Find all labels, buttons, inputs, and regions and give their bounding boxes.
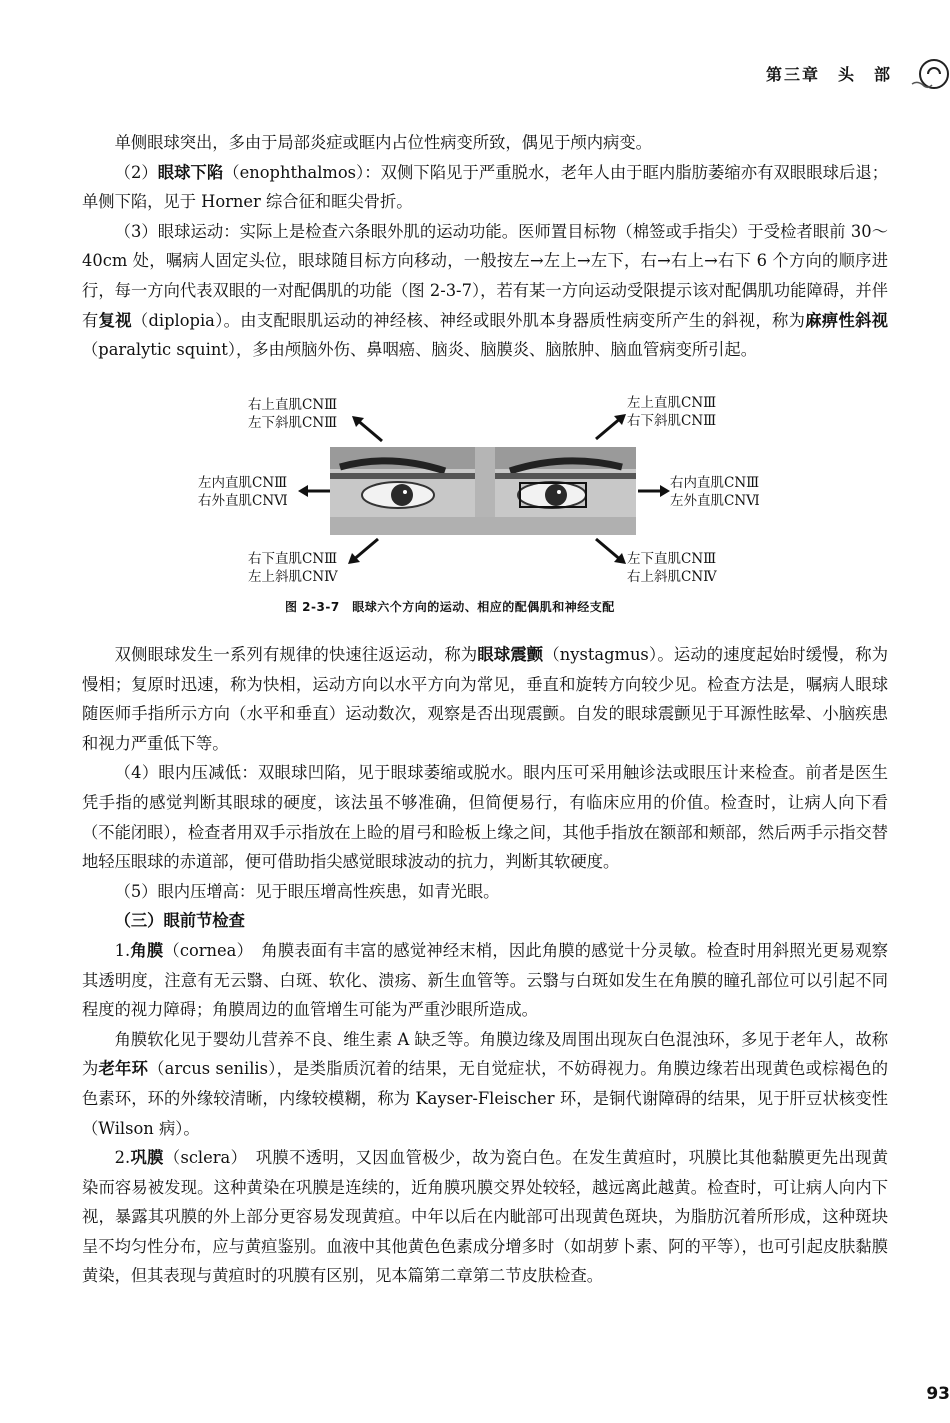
text-block-bottom: [82, 640, 888, 1291]
section-heading: （三）眼前节检查: [114, 911, 245, 931]
label-bottom-right: 左下直肌CNⅢ 右上斜肌CNⅣ: [627, 551, 717, 585]
paragraph-eye-movement: （3）眼球运动：实际上是检查六条眼外肌的运动功能。医师置目标物（棉签或手指尖）于受检者眼前 30～40cm 处，嘱病人固定头位，眼球随目标方向移动，一般按左→左上→左下，右→右上→右下 6 个方向的顺序进行，每一方向代表双眼的一对配偶肌的功能（图 2-3-7），若有某一方向运动受限提示该对配偶肌功能障碍，并伴有复视（diplopia）。由支配眼肌运动的神经核、神经或眼外肌本身器质性病变所产生的斜视，称为麻痹性斜视（paralytic squint），多由颅脑外伤、鼻咽癌、脑炎、脑膜炎、脑脓肿、脑血管病变所引起。: [82, 221, 888, 360]
chapter-header: 第三章 头 部: [765, 65, 892, 84]
chapter-logo-icon: [910, 54, 950, 94]
arrow-left-icon: [298, 484, 332, 498]
label-top-right: 左上直肌CNⅢ 右下斜肌CNⅢ: [627, 395, 717, 429]
eye-movement-figure: [190, 390, 780, 620]
paragraph-iop-high: （5）眼内压增高：见于眼压增高性疾患，如青光眼。: [114, 881, 500, 901]
arrow-down-left-icon: [346, 536, 382, 566]
eyes-photo: [330, 447, 636, 535]
arrow-down-right-icon: [592, 536, 628, 566]
label-top-left: 右上直肌CNⅢ 左下斜肌CNⅢ: [248, 397, 338, 431]
paragraph-enophthalmos: （2）眼球下陷（enophthalmos）：双侧下陷见于严重脱水，老年人由于眶内脂肪萎缩亦有双眼眼球后退；单侧下陷，见于 Horner 综合征和眶尖骨折。: [82, 162, 888, 212]
figure-caption: 图 2-3-7 眼球六个方向的运动、相应的配偶肌和神经支配: [285, 600, 615, 614]
label-mid-left: 左内直肌CNⅢ 右外直肌CNⅥ: [198, 475, 288, 509]
page-number: 93: [926, 1384, 950, 1404]
paragraph-sclera: 2.巩膜（sclera） 巩膜不透明，又因血管极少，故为瓷白色。在发生黄疸时，巩膜比其他黏膜更先出现黄染而容易被发现。这种黄染在巩膜是连续的，近角膜巩膜交界处较轻，越远离此越黄。检查时，可让病人向内下视，暴露其巩膜的外上部分更容易发现黄疸。中年以后在内眦部可出现黄色斑块，为脂肪沉着所形成，这种斑块呈不均匀性分布，应与黄疸鉴别。血液中其他黄色色素成分增多时（如胡萝卜素、阿的平等），也可引起皮肤黏膜黄染，但其表现与黄疸时的巩膜有区别，见本篇第二章第二节皮肤检查。: [82, 1148, 888, 1286]
arrow-right-icon: [636, 484, 670, 498]
paragraph-arcus: 角膜软化见于婴幼儿营养不良、维生素 A 缺乏等。角膜边缘及周围出现灰白色混浊环，多见于老年人，故称为老年环（arcus senilis），是类脂质沉着的结果，无自觉症状，不妨碍视力。角膜边缘若出现黄色或棕褐色的色素环，环的外缘较清晰，内缘较模糊，称为 Kayser-Fleischer 环，是铜代谢障碍的结果，见于肝豆状核变性（Wilson 病）。: [82, 1029, 888, 1138]
arrow-up-left-icon: [350, 414, 386, 444]
arrow-up-right-icon: [592, 412, 628, 442]
paragraph-cornea: 1.角膜（cornea） 角膜表面有丰富的感觉神经末梢，因此角膜的感觉十分灵敏。检查时用斜照光更易观察其透明度，注意有无云翳、白斑、软化、溃疡、新生血管等。云翳与白斑如发生在角膜的瞳孔部位可以引起不同程度的视力障碍；角膜周边的血管增生可能为严重沙眼所造成。: [82, 940, 888, 1020]
paragraph-1: 单侧眼球突出，多由于局部炎症或眶内占位性病变所致，偶见于颅内病变。: [114, 133, 652, 152]
label-bottom-left: 右下直肌CNⅢ 左上斜肌CNⅣ: [248, 551, 338, 585]
label-mid-right: 右内直肌CNⅢ 左外直肌CNⅥ: [670, 475, 760, 509]
paragraph-iop-low: （4）眼内压减低：双眼球凹陷，见于眼球萎缩或脱水。眼内压可采用触诊法或眼压计来检查。前者是医生凭手指的感觉判断其眼球的硬度，该法虽不够准确，但简便易行，有临床应用的价值。检查时，让病人向下看（不能闭眼），检查者用双手示指放在上睑的眉弓和睑板上缘之间，其他手指放在额部和颊部，然后两手示指交替地轻压眼球的赤道部，便可借助指尖感觉眼球波动的抗力，判断其软硬度。: [82, 763, 888, 872]
paragraph-nystagmus: 双侧眼球发生一系列有规律的快速往返运动，称为眼球震颤（nystagmus）。运动的速度起始时缓慢，称为慢相；复原时迅速，称为快相，运动方向以水平方向为常见，垂直和旋转方向较少见。检查方法是，嘱病人眼球随医师手指所示方向（水平和垂直）运动数次，观察是否出现震颤。自发的眼球震颤见于耳源性眩晕、小脑疾患和视力严重低下等。: [82, 645, 888, 753]
text-block-top: [82, 128, 888, 365]
